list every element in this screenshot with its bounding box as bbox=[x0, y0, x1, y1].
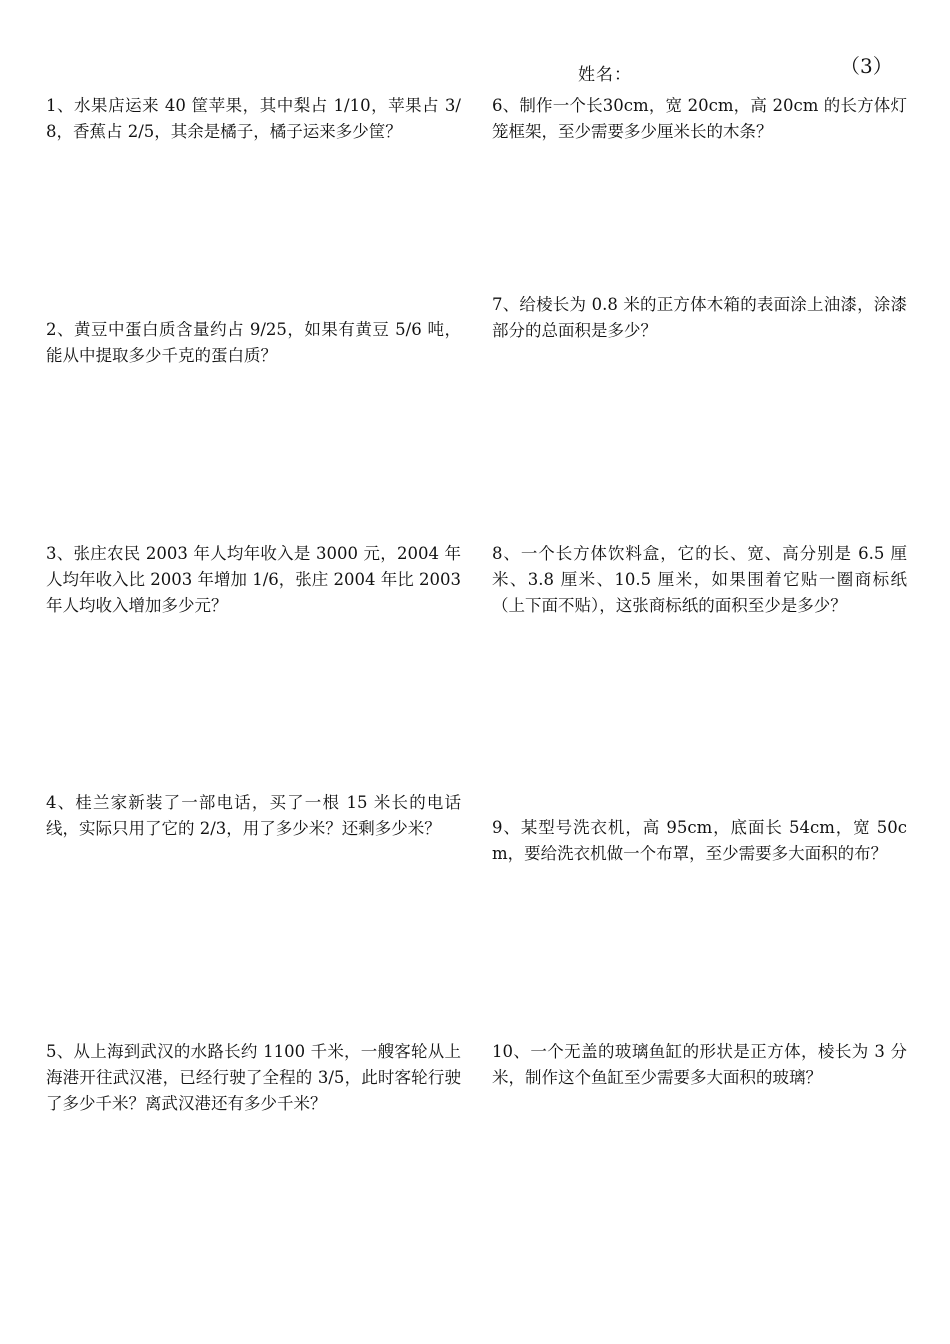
problem-5: 5、从上海到武汉的水路长约 1100 千米，一艘客轮从上海港开往武汉港，已经行驶了全程的 3/5，此时客轮行驶了多少千米？离武汉港还有多少千米？ bbox=[46, 1042, 461, 1113]
sheet-number: （3） bbox=[840, 54, 893, 78]
problem-7: 7、给棱长为 0.8 米的正方体木箱的表面涂上油漆，涂漆部分的总面积是多少？ bbox=[492, 295, 907, 340]
problem-3: 3、张庄农民 2003 年人均年收入是 3000 元，2004 年人均年收入比 2003 年增加 1/6，张庄 2004 年比 2003 年人均收入增加多少元？ bbox=[46, 544, 461, 615]
problem-9: 9、某型号洗衣机，高 95cm，底面长 54cm，宽 50cm，要给洗衣机做一个布罩，至少需要多大面积的布？ bbox=[492, 818, 907, 863]
problem-6: 6、制作一个长30cm，宽 20cm，高 20cm 的长方体灯笼框架，至少需要多少厘米长的木条？ bbox=[492, 96, 907, 141]
problem-8: 8、一个长方体饮料盒，它的长、宽、高分别是 6.5 厘米、3.8 厘米、10.5 厘米，如果围着它贴一圈商标纸（上下面不贴），这张商标纸的面积至少是多少？ bbox=[492, 544, 907, 615]
student-name-label: 姓名： bbox=[578, 65, 632, 85]
problem-1: 1、水果店运来 40 筐苹果，其中梨占 1/10，苹果占 3/8，香蕉占 2/5，其余是橘子，橘子运来多少筐？ bbox=[46, 96, 461, 141]
problem-4: 4、桂兰家新装了一部电话，买了一根 15 米长的电话线，实际只用了它的 2/3，用了多少米？还剩多少米？ bbox=[46, 793, 461, 838]
problem-10: 10、一个无盖的玻璃鱼缸的形状是正方体，棱长为 3 分米，制作这个鱼缸至少需要多大面积的玻璃？ bbox=[492, 1042, 907, 1087]
problem-2: 2、黄豆中蛋白质含量约占 9/25，如果有黄豆 5/6 吨，能从中提取多少千克的蛋白质？ bbox=[46, 320, 461, 365]
